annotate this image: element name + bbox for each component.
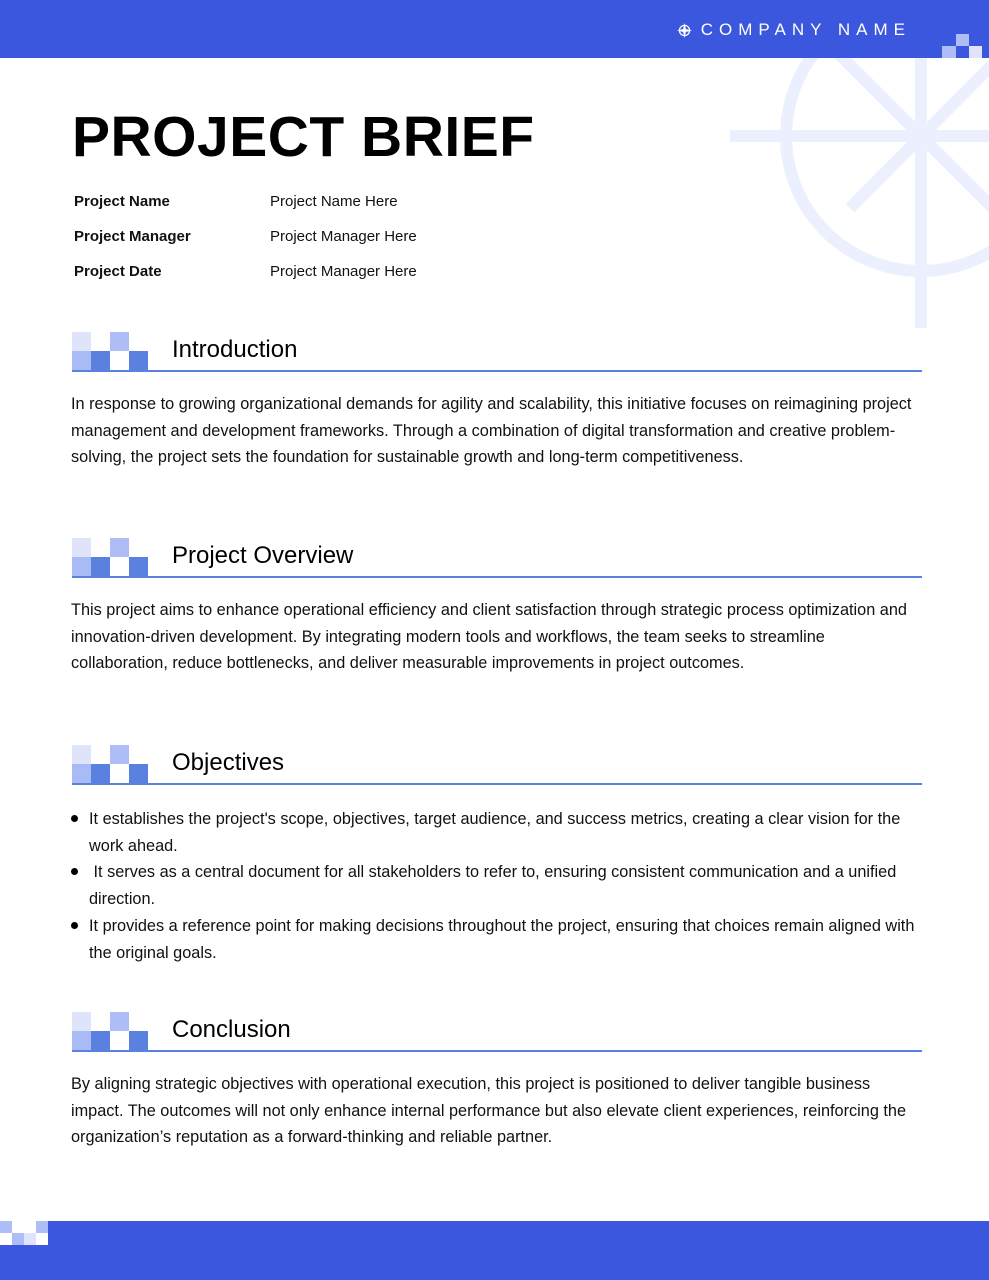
list-item: It serves as a central document for all stakeholders to refer to, ensuring consistent communication and a unified direction. (71, 859, 926, 912)
company-name: COMPANY NAME (700, 20, 911, 39)
section-divider (72, 1050, 922, 1052)
conclusion-text: By aligning strategic objectives with operational execution, this project is positioned to deliver tangible business impact. The outcomes will not only enhance internal performance but also elevate client experiences, reinforcing the organization’s reputation as a forward-thinking and reliable partner. (71, 1075, 907, 1147)
section-title: Objectives (172, 749, 285, 776)
overview-text: This project aims to enhance operational efficiency and client satisfaction through strategic process optimization and innovation-driven development. By integrating modern tools and workflows, the team seeks to streamline collaboration, reduce bottlenecks, and deliver measurable improvements in project outcomes. (71, 601, 907, 673)
top-banner (0, 0, 989, 58)
bottom-banner (0, 1245, 989, 1280)
meta-value: Project Manager Here (270, 228, 417, 245)
section-title: Conclusion (172, 1016, 291, 1043)
section-header-objectives (72, 745, 922, 785)
bottom-banner-upper (48, 1221, 989, 1245)
section-divider (72, 370, 922, 372)
meta-label: Project Name (74, 193, 170, 210)
section-header-conclusion (72, 1012, 922, 1052)
section-title: Project Overview (172, 542, 354, 569)
project-meta (74, 193, 417, 298)
pixel-accent-top-right (942, 34, 989, 58)
meta-value: Project Name Here (270, 193, 398, 210)
meta-value: Project Manager Here (270, 263, 417, 280)
pixel-accent-bottom-left (0, 1221, 48, 1245)
meta-row-project-manager (74, 228, 417, 263)
objectives-list (71, 806, 926, 966)
section-divider (72, 576, 922, 578)
section-header-overview (72, 538, 922, 578)
pixel-blocks-icon (72, 332, 148, 372)
introduction-text: In response to growing organizational demands for agility and scalability, this initiative focuses on reimagining project management and development frameworks. Through a combination of digital transformation and creative problem-solving, the project sets the foundation for sustainable growth and long-term competitiveness. (71, 395, 912, 467)
section-divider (72, 783, 922, 785)
meta-label: Project Manager (74, 228, 191, 245)
section-title: Introduction (172, 336, 298, 363)
list-item: It establishes the project's scope, objectives, target audience, and success metrics, creating a clear vision for the work ahead. (71, 806, 926, 859)
meta-label: Project Date (74, 263, 162, 280)
pixel-blocks-icon (72, 745, 148, 785)
document-title: PROJECT BRIEF (72, 105, 535, 169)
meta-row-project-name (74, 193, 417, 228)
compass-logo-icon (676, 22, 693, 39)
pixel-blocks-icon (72, 1012, 148, 1052)
decorative-wheel-graphic (730, 58, 989, 328)
section-header-introduction (72, 332, 922, 372)
pixel-blocks-icon (72, 538, 148, 578)
meta-row-project-date (74, 263, 417, 298)
list-item: It provides a reference point for making decisions throughout the project, ensuring that choices remain aligned with the original goals. (71, 913, 926, 966)
company-brand (676, 20, 911, 40)
